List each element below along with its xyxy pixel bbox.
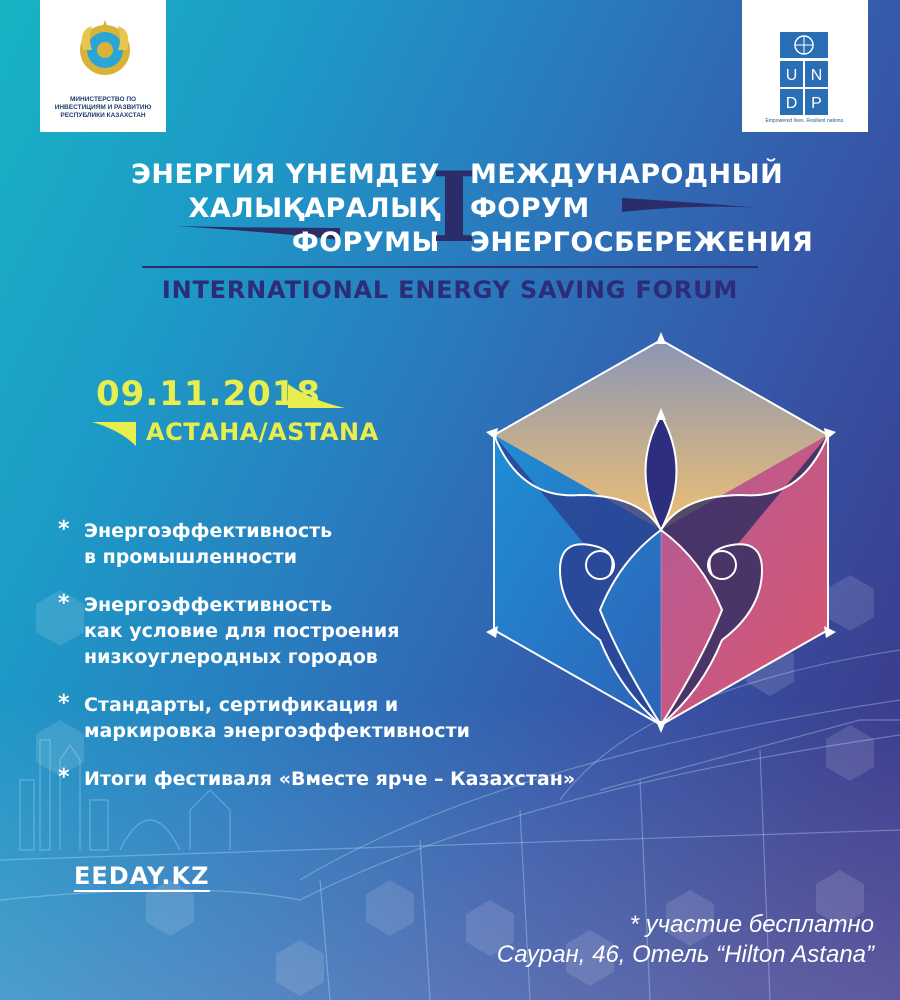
topic-text: Итоги фестиваля «Вместе ярче – Казахстан»: [84, 768, 576, 790]
event-date: 09.11.2018: [96, 374, 322, 414]
list-item: [58, 692, 658, 744]
english-title: INTERNATIONAL ENERGY SAVING FORUM: [161, 276, 739, 304]
free-participation-note: * участие бесплатно: [629, 911, 874, 938]
list-item: [58, 592, 658, 670]
undp-tagline: Empowered lives. Resilient nations.: [765, 118, 845, 124]
russian-title-line-2: ФОРУМ: [470, 193, 590, 224]
roman-numeral-one: [431, 151, 477, 264]
undp-letter-p: P: [811, 95, 822, 112]
website-link[interactable]: EEDAY.KZ: [74, 862, 210, 890]
ministry-logo-panel: [40, 0, 166, 132]
undp-letter-n: N: [810, 67, 823, 84]
bullet-asterisk: *: [58, 591, 70, 616]
list-item: [58, 766, 658, 792]
bullet-asterisk: *: [58, 765, 70, 790]
kazakh-title-line-2: ХАЛЫҚАРАЛЫҚ: [188, 193, 440, 224]
list-item: [58, 518, 658, 570]
ministry-name: МИНИСТЕРСТВО ПО ИНВЕСТИЦИЯМ И РАЗВИТИЮ РЕСПУБЛИКИ КАЗАХСТАН: [54, 96, 152, 119]
topic-text: Стандарты, сертификация и маркировка энергоэффективности: [84, 694, 470, 742]
kazakh-title-line-1: ЭНЕРГИЯ ҮНЕМДЕУ: [131, 159, 440, 190]
svg-text:I: I: [431, 151, 477, 264]
undp-letter-u: U: [785, 67, 798, 84]
topic-text: Энергоэффективность как условие для построения низкоуглеродных городов: [84, 594, 400, 668]
bullet-asterisk: *: [58, 517, 70, 542]
russian-title-line-3: ЭНЕРГОСБЕРЕЖЕНИЯ: [470, 227, 814, 258]
kazakh-title-line-3: ФОРУМЫ: [291, 227, 440, 258]
event-city: АСТАНА/ASTANA: [146, 418, 379, 446]
kazakh-title: [120, 158, 440, 260]
undp-logo-icon: [780, 32, 828, 116]
undp-letter-d: D: [785, 95, 798, 112]
kazakhstan-emblem-icon: [78, 20, 132, 80]
title-divider: [142, 266, 758, 268]
topics-list: [58, 518, 658, 814]
undp-logo-panel: [742, 0, 868, 132]
date-swoosh-left: [92, 422, 136, 446]
bullet-asterisk: *: [58, 691, 70, 716]
topic-text: Энергоэффективность в промышленности: [84, 520, 333, 568]
venue-address: Сауран, 46, Отель “Hilton Astana”: [496, 941, 874, 968]
russian-title: [470, 158, 830, 260]
russian-title-line-1: МЕЖДУНАРОДНЫЙ: [470, 159, 784, 190]
footer-note: [497, 910, 874, 970]
